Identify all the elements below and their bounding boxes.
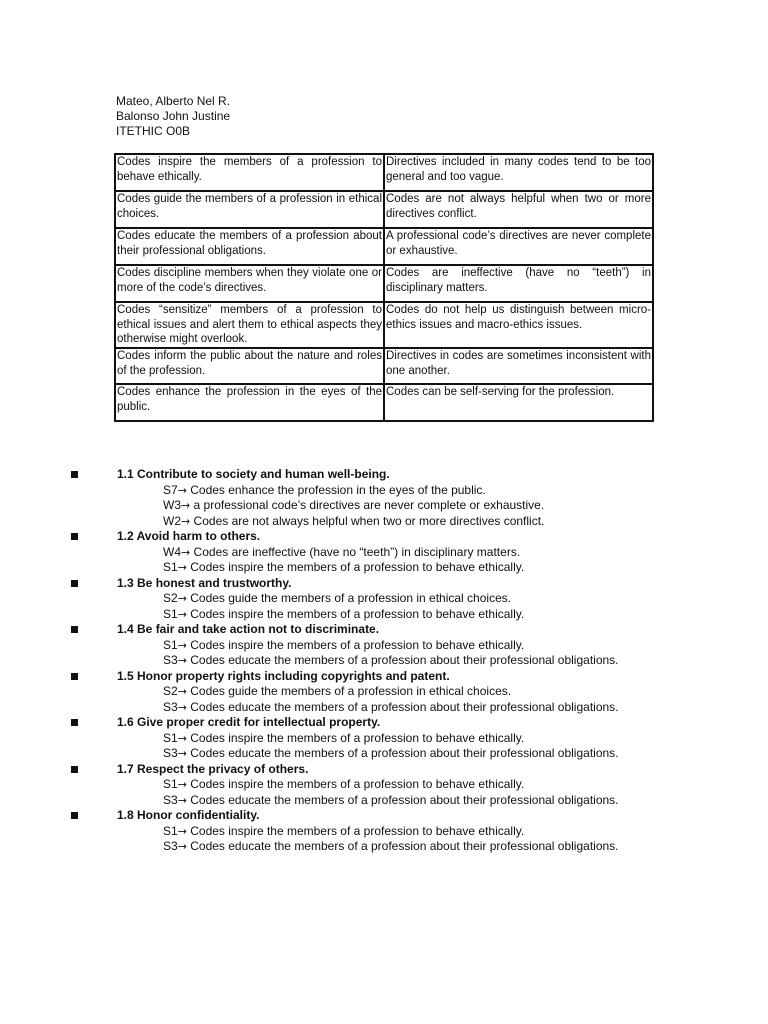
arrow-icon: → bbox=[177, 700, 187, 714]
principle-heading: 1.4 Be fair and take action not to discriminate. bbox=[117, 622, 380, 636]
code-label: S7 bbox=[163, 482, 178, 497]
principle-heading: 1.1 Contribute to society and human well-being. bbox=[117, 467, 390, 481]
strength-cell: Codes enhance the profession in the eyes of the public. bbox=[115, 384, 384, 421]
code-label: S2 bbox=[163, 684, 178, 698]
table-row bbox=[115, 265, 653, 302]
mapping-text: Codes inspire the members of a profession to behave ethically. bbox=[186, 823, 525, 838]
weakness-cell: A professional code’s directives are never complete or exhaustive. bbox=[384, 228, 653, 265]
mapping-line bbox=[163, 839, 652, 855]
arrow-icon: → bbox=[177, 793, 187, 807]
mapping-text: a professional code’s directives are never complete or exhaustive. bbox=[190, 498, 545, 512]
document-header bbox=[116, 94, 230, 139]
mapping-line bbox=[163, 824, 652, 840]
principles-list bbox=[0, 467, 768, 855]
strength-cell: Codes inspire the members of a profession to behave ethically. bbox=[115, 154, 384, 191]
mapping-line bbox=[163, 684, 652, 700]
mapping-text: Codes educate the members of a profession about their professional obligations. bbox=[186, 839, 619, 853]
code-label: S1 bbox=[163, 777, 178, 791]
mapping-text: Codes educate the members of a profession about their professional obligations. bbox=[186, 746, 619, 760]
square-bullet-icon bbox=[71, 812, 78, 819]
mapping-text: Codes educate the members of a profession about their professional obligations. bbox=[186, 792, 619, 807]
principle-heading: 1.3 Be honest and trustworthy. bbox=[117, 575, 292, 590]
list-item bbox=[0, 715, 768, 762]
strength-cell: Codes educate the members of a profession about their professional obligations. bbox=[115, 228, 384, 265]
mapping-text: Codes guide the members of a profession in ethical choices. bbox=[186, 591, 512, 605]
table-row bbox=[115, 384, 653, 421]
mapping-line bbox=[163, 731, 652, 747]
code-label: S3 bbox=[163, 746, 178, 760]
mapping-text: Codes are ineffective (have no “teeth”) in disciplinary matters. bbox=[190, 544, 521, 559]
arrow-icon: → bbox=[177, 592, 187, 605]
strength-cell: Codes discipline members when they violate one or more of the code’s directives. bbox=[115, 265, 384, 302]
arrow-icon: → bbox=[181, 514, 191, 528]
mapping-line bbox=[163, 653, 652, 669]
arrow-icon: → bbox=[177, 654, 187, 667]
mapping-text: Codes inspire the members of a profession to behave ethically. bbox=[186, 606, 525, 621]
square-bullet-icon bbox=[71, 766, 78, 773]
mapping-text: Codes inspire the members of a profession to behave ethically. bbox=[186, 730, 525, 745]
principle-heading: 1.7 Respect the privacy of others. bbox=[117, 761, 309, 776]
table-row bbox=[115, 348, 653, 384]
arrow-icon: → bbox=[177, 731, 187, 745]
mapping-line bbox=[163, 498, 652, 514]
arrow-icon: → bbox=[181, 499, 191, 512]
list-item bbox=[0, 467, 768, 529]
mapping-line bbox=[163, 777, 652, 793]
arrow-icon: → bbox=[177, 607, 187, 621]
arrow-icon: → bbox=[177, 840, 187, 853]
mapping-text: Codes educate the members of a profession about their professional obligations. bbox=[186, 653, 619, 667]
table-row bbox=[115, 154, 653, 191]
mapping-text: Codes enhance the profession in the eyes of the public. bbox=[186, 482, 486, 497]
code-label: S1 bbox=[163, 730, 178, 745]
code-label: S2 bbox=[163, 591, 178, 605]
mapping-text: Codes educate the members of a profession about their professional obligations. bbox=[186, 699, 619, 714]
code-label: S3 bbox=[163, 839, 178, 853]
principle-heading: 1.6 Give proper credit for intellectual property. bbox=[117, 715, 381, 729]
arrow-icon: → bbox=[177, 685, 187, 698]
strengths-weaknesses-table bbox=[114, 153, 654, 422]
mapping-line bbox=[163, 607, 652, 623]
list-item bbox=[0, 808, 768, 855]
mapping-line bbox=[163, 514, 652, 530]
mapping-text: Codes inspire the members of a profession to behave ethically. bbox=[186, 777, 525, 791]
square-bullet-icon bbox=[71, 626, 78, 633]
code-label: S1 bbox=[163, 637, 178, 652]
weakness-cell: Codes do not help us distinguish between micro-ethics issues and macro-ethics issues. bbox=[384, 302, 653, 348]
principle-heading: 1.2 Avoid harm to others. bbox=[117, 529, 261, 543]
weakness-cell: Codes can be self-serving for the profession. bbox=[384, 384, 653, 421]
table-row bbox=[115, 302, 653, 348]
course-section: ITETHIC O0B bbox=[116, 124, 191, 138]
code-label: W3 bbox=[163, 498, 181, 512]
mapping-line bbox=[163, 545, 652, 561]
mapping-line bbox=[163, 591, 652, 607]
mapping-line bbox=[163, 793, 652, 809]
square-bullet-icon bbox=[71, 673, 78, 680]
author-name-2: Balonso John Justine bbox=[116, 109, 231, 123]
list-item bbox=[0, 669, 768, 716]
arrow-icon: → bbox=[177, 824, 187, 838]
arrow-icon: → bbox=[181, 545, 191, 559]
mapping-line bbox=[163, 638, 652, 654]
weakness-cell: Directives included in many codes tend to be too general and too vague. bbox=[384, 154, 653, 191]
square-bullet-icon bbox=[71, 580, 78, 587]
list-item bbox=[0, 529, 768, 576]
strength-cell: Codes “sensitize” members of a profession to ethical issues and alert them to ethical aspects they otherwise might overlook. bbox=[115, 302, 384, 348]
arrow-icon: → bbox=[177, 638, 187, 652]
mapping-text: Codes are not always helpful when two or more directives conflict. bbox=[190, 513, 545, 528]
code-label: S1 bbox=[163, 560, 178, 574]
list-item bbox=[0, 622, 768, 669]
arrow-icon: → bbox=[177, 747, 187, 760]
weakness-cell: Codes are not always helpful when two or more directives conflict. bbox=[384, 191, 653, 228]
arrow-icon: → bbox=[177, 561, 187, 574]
author-name-1: Mateo, Alberto Nel R. bbox=[116, 94, 231, 108]
mapping-line bbox=[163, 746, 652, 762]
weakness-cell: Codes are ineffective (have no “teeth”) in disciplinary matters. bbox=[384, 265, 653, 302]
arrow-icon: → bbox=[177, 483, 187, 497]
mapping-line bbox=[163, 560, 652, 576]
list-item bbox=[0, 762, 768, 809]
mapping-line bbox=[163, 483, 652, 499]
strength-cell: Codes guide the members of a profession in ethical choices. bbox=[115, 191, 384, 228]
code-label: W4 bbox=[163, 544, 181, 559]
table-row bbox=[115, 191, 653, 228]
code-label: W2 bbox=[163, 513, 181, 528]
strength-cell: Codes inform the public about the nature and roles of the profession. bbox=[115, 348, 384, 384]
mapping-text: Codes inspire the members of a profession to behave ethically. bbox=[186, 560, 525, 574]
list-item bbox=[0, 576, 768, 623]
principle-heading: 1.5 Honor property rights including copyrights and patent. bbox=[117, 668, 450, 683]
code-label: S3 bbox=[163, 653, 178, 667]
code-label: S3 bbox=[163, 699, 178, 714]
mapping-line bbox=[163, 700, 652, 716]
code-label: S1 bbox=[163, 606, 178, 621]
code-label: S3 bbox=[163, 792, 178, 807]
table-row bbox=[115, 228, 653, 265]
code-label: S1 bbox=[163, 823, 178, 838]
square-bullet-icon bbox=[71, 533, 78, 540]
arrow-icon: → bbox=[177, 778, 187, 791]
weakness-cell: Directives in codes are sometimes inconsistent with one another. bbox=[384, 348, 653, 384]
square-bullet-icon bbox=[71, 471, 78, 478]
principle-heading: 1.8 Honor confidentiality. bbox=[117, 808, 260, 822]
mapping-text: Codes guide the members of a profession in ethical choices. bbox=[186, 684, 512, 698]
square-bullet-icon bbox=[71, 719, 78, 726]
mapping-text: Codes inspire the members of a profession to behave ethically. bbox=[186, 637, 525, 652]
